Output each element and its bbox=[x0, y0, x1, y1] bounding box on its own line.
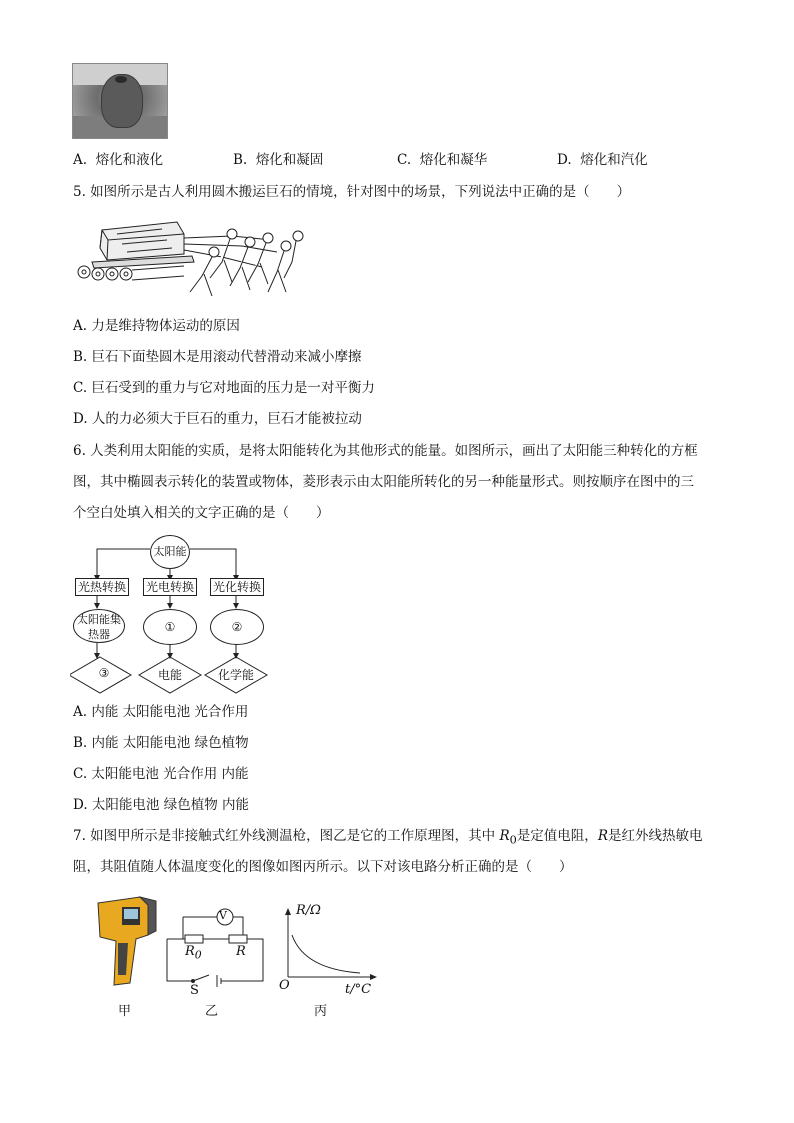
q7-stem-line2: 阻，其阻值随人体温度变化的图像如图丙所示。以下对该电路分析正确的是（ ） bbox=[73, 859, 573, 875]
caption-jia: 甲 bbox=[118, 1004, 132, 1019]
solar-root-node: 太阳能 bbox=[150, 535, 190, 569]
q5-option-c[interactable]: C. 巨石受到的重力与它对地面的压力是一对平衡力 bbox=[73, 380, 375, 396]
caption-bing: 丙 bbox=[314, 1004, 328, 1019]
q6-stem-line2: 图，其中椭圆表示转化的装置或物体，菱形表示由太阳能所转化的另一种能量形式。则按顺序在图中的三 bbox=[73, 474, 694, 490]
q4-option-c[interactable]: C. 熔化和凝华 bbox=[397, 152, 488, 168]
circuit-diagram bbox=[163, 905, 268, 990]
collector-ellipse: 太阳能集热器 bbox=[73, 609, 125, 643]
q5-stem: 5. 如图所示是古人利用圆木搬运巨石的情境，针对图中的场景，下列说法中正确的是（ ） bbox=[73, 184, 631, 200]
blank-diamond-3: ③ bbox=[98, 666, 110, 680]
graph-ylabel: R/Ω bbox=[296, 903, 321, 918]
q6-stem-line1: 6. 人类利用太阳能的实质，是将太阳能转化为其他形式的能量。如图所示，画出了太阳能三种转化的方框 bbox=[73, 443, 698, 459]
q6-option-c[interactable]: C. 太阳能电池 光合作用 内能 bbox=[73, 766, 249, 782]
caption-yi: 乙 bbox=[205, 1004, 219, 1019]
r-label: R bbox=[236, 944, 246, 959]
photothermal-box: 光热转换 bbox=[75, 578, 129, 596]
r0-label: $R_0$ bbox=[185, 944, 202, 962]
thermometer-gun-icon bbox=[92, 895, 162, 990]
voltmeter-label: V bbox=[219, 909, 227, 922]
graph-xlabel: t/°C bbox=[345, 982, 372, 997]
photochemical-box: 光化转换 bbox=[210, 578, 264, 596]
q4-option-b[interactable]: B. 熔化和凝固 bbox=[233, 152, 324, 168]
q4-option-d[interactable]: D. 熔化和汽化 bbox=[557, 152, 648, 168]
vessel-photo bbox=[72, 63, 168, 139]
electric-energy-diamond: 电能 bbox=[158, 668, 183, 682]
q6-option-a[interactable]: A. 内能 太阳能电池 光合作用 bbox=[73, 704, 249, 720]
graph-origin: O bbox=[279, 978, 290, 993]
blank-ellipse-2: ② bbox=[210, 609, 264, 645]
q5-option-d[interactable]: D. 人的力必须大于巨石的重力，巨石才能被拉动 bbox=[73, 411, 362, 427]
photoelectric-box: 光电转换 bbox=[143, 578, 197, 596]
q5-option-b[interactable]: B. 巨石下面垫圆木是用滚动代替滑动来减小摩擦 bbox=[73, 349, 362, 365]
switch-label: S bbox=[190, 983, 199, 998]
q6-stem-line3: 个空白处填入相关的文字正确的是（ ） bbox=[73, 505, 330, 521]
q6-option-d[interactable]: D. 太阳能电池 绿色植物 内能 bbox=[73, 797, 250, 813]
stone-hauling-illustration bbox=[72, 212, 306, 302]
chemical-energy-diamond: 化学能 bbox=[218, 668, 255, 682]
q4-option-a[interactable]: A. 熔化和液化 bbox=[73, 152, 164, 168]
q6-option-b[interactable]: B. 内能 太阳能电池 绿色植物 bbox=[73, 735, 249, 751]
q5-option-a[interactable]: A. 力是维持物体运动的原因 bbox=[73, 318, 240, 334]
blank-ellipse-1: ① bbox=[143, 609, 197, 645]
q7-stem-line1: 7. 如图甲所示是非接触式红外线测温枪，图乙是它的工作原理图，其中 $R_0$是定值电阻，R是红外线热敏电 bbox=[73, 828, 703, 847]
